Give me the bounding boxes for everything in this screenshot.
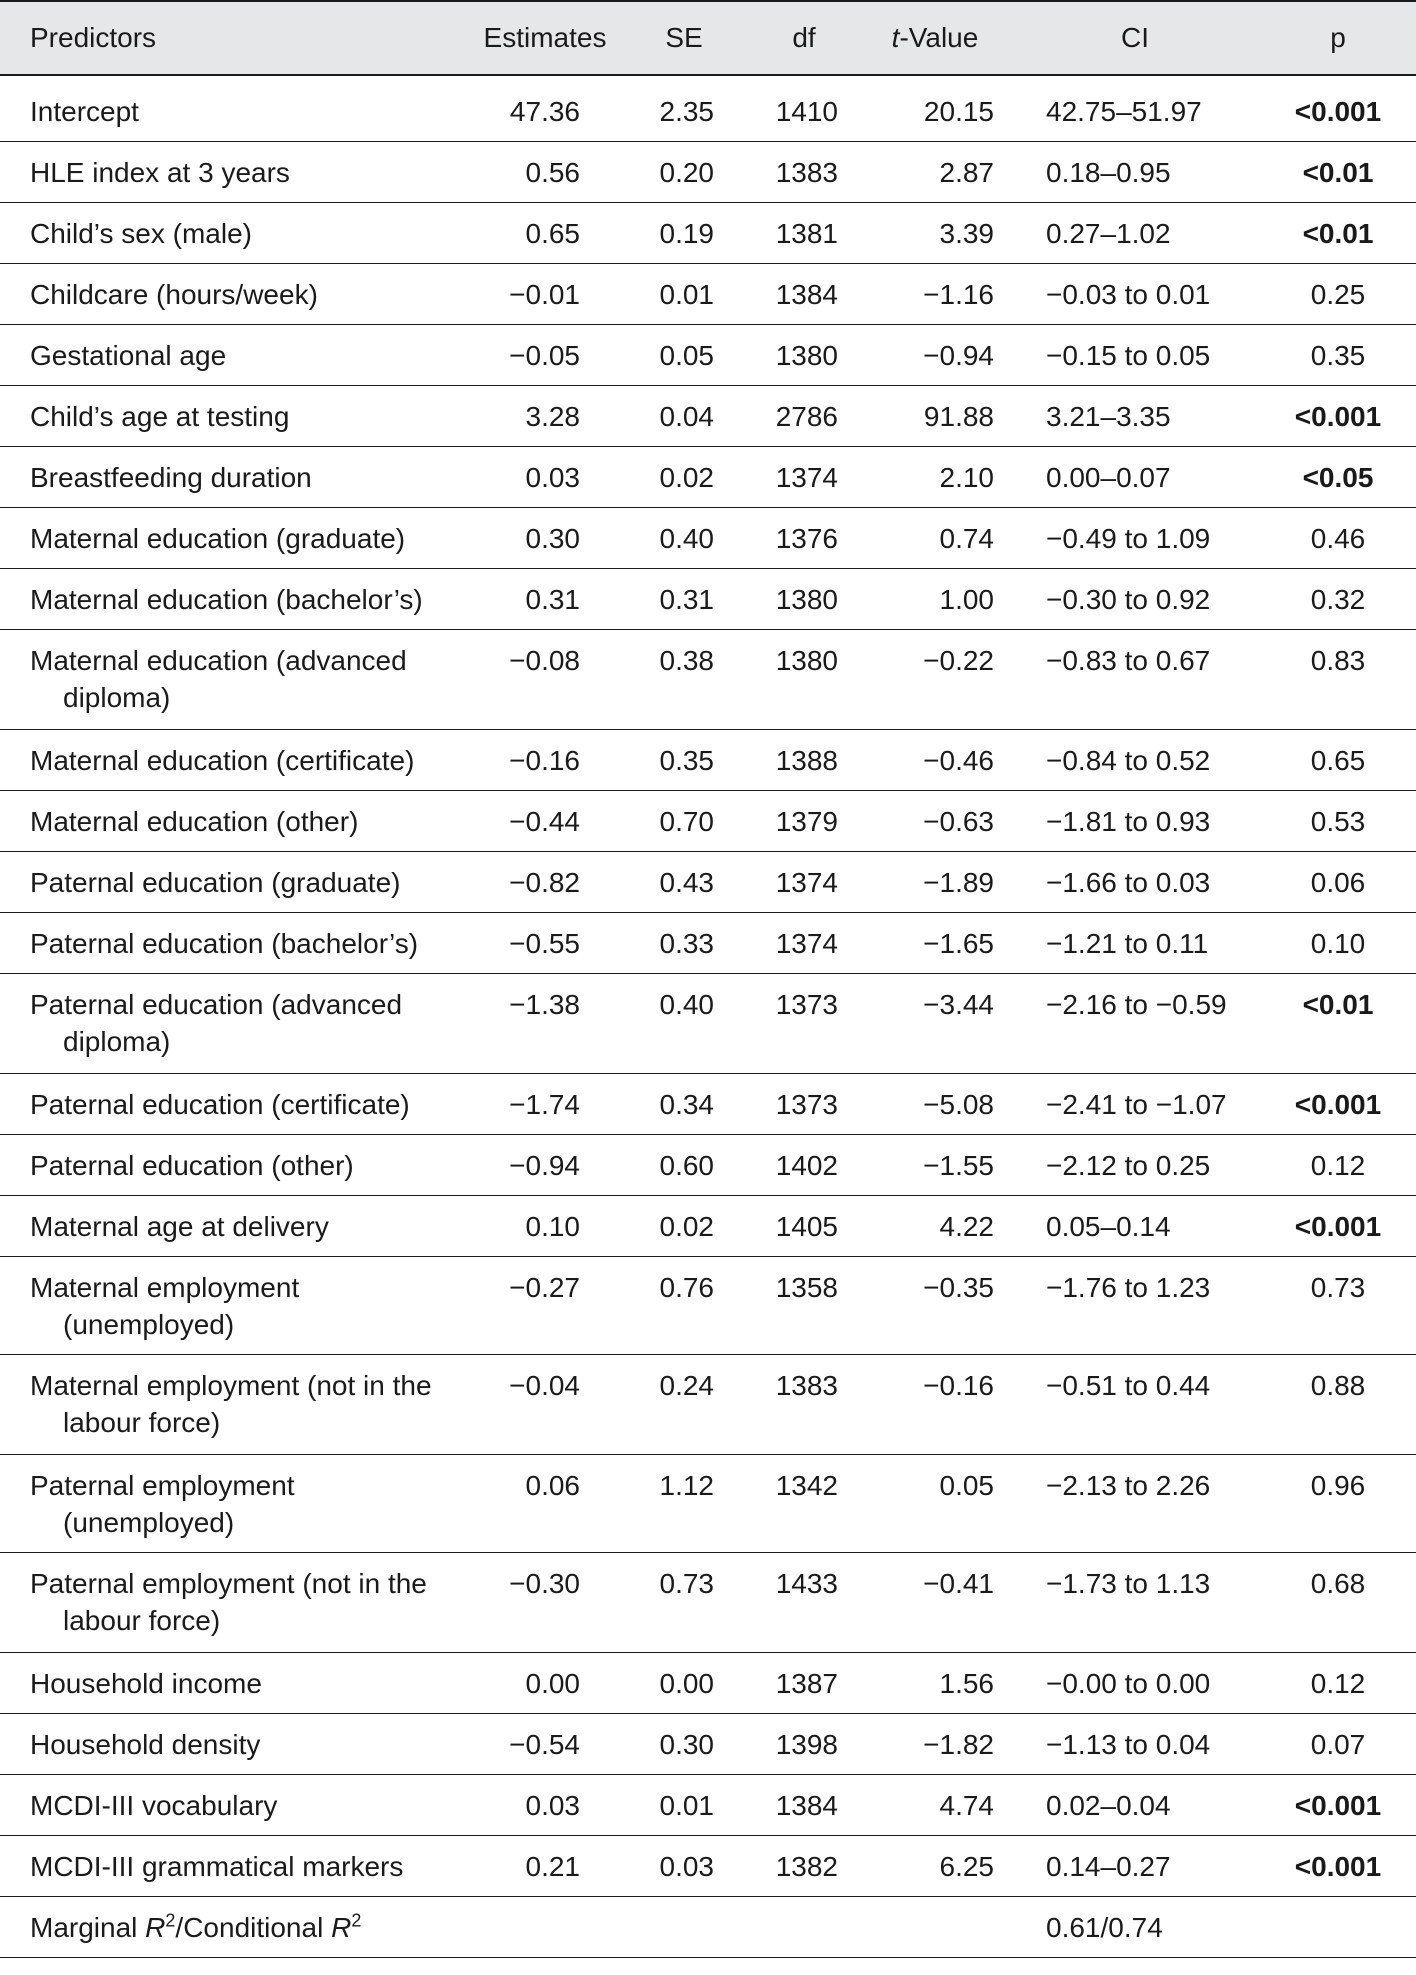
predictor-cell	[0, 1775, 470, 1836]
predictor-cell	[0, 508, 470, 569]
predictor-cell	[0, 1836, 470, 1897]
r-superscript-conditional: 2	[351, 1910, 362, 1931]
p-cell: 0.83	[1310, 645, 1366, 676]
df-cell: 1384	[775, 279, 838, 310]
predictor-cell	[0, 630, 470, 730]
p-cell: <0.01	[1302, 218, 1374, 249]
se-cell: 1.12	[659, 1470, 714, 1501]
se-cell: 0.24	[659, 1370, 714, 1401]
t-value-cell: 3.39	[939, 218, 994, 249]
estimate-cell: 0.06	[525, 1470, 580, 1501]
estimate-cell: 0.56	[525, 157, 580, 188]
predictor-label: Maternal education (certificate)	[30, 745, 415, 776]
t-value-cell: −3.44	[923, 989, 994, 1020]
predictor-cell	[0, 730, 470, 791]
predictor-cell	[0, 1553, 470, 1653]
table-row	[0, 264, 1416, 325]
df-cell: 1374	[775, 928, 838, 959]
header-p: p	[1260, 1, 1416, 75]
ci-cell: 0.02–0.04	[1046, 1790, 1171, 1821]
r-label-conditional: /Conditional	[175, 1912, 332, 1943]
df-cell: 1373	[775, 989, 838, 1020]
predictor-label: Maternal education (bachelor’s)	[30, 584, 423, 615]
se-cell: 0.01	[659, 279, 714, 310]
predictor-label: Maternal education (graduate)	[30, 523, 406, 554]
r-superscript-marginal: 2	[165, 1910, 176, 1931]
ci-cell: 3.21–3.35	[1046, 401, 1171, 432]
p-cell: <0.001	[1294, 1211, 1382, 1242]
se-cell: 0.01	[659, 1790, 714, 1821]
table-row	[0, 447, 1416, 508]
header-se: SE	[620, 1, 748, 75]
p-cell: 0.32	[1310, 584, 1366, 615]
ci-cell: −1.81 to 0.93	[1046, 806, 1211, 837]
se-cell: 0.20	[659, 157, 714, 188]
p-cell: <0.001	[1294, 96, 1382, 127]
footer-row	[0, 1897, 1416, 1958]
estimate-cell: −0.16	[509, 745, 580, 776]
predictor-cell	[0, 325, 470, 386]
ci-cell: −0.03 to 0.01	[1046, 279, 1211, 310]
predictor-cell	[0, 913, 470, 974]
t-value-cell: 6.25	[939, 1851, 994, 1882]
table-row	[0, 569, 1416, 630]
t-value-cell: 0.74	[939, 523, 994, 554]
df-cell: 1380	[775, 584, 838, 615]
se-cell: 0.40	[659, 523, 714, 554]
ci-cell: −0.49 to 1.09	[1046, 523, 1211, 554]
p-cell: <0.001	[1294, 1790, 1382, 1821]
table-row	[0, 1257, 1416, 1355]
se-cell: 0.19	[659, 218, 714, 249]
ci-cell: −1.21 to 0.11	[1046, 928, 1209, 959]
ci-cell: −0.83 to 0.67	[1046, 645, 1211, 676]
ci-cell: −2.12 to 0.25	[1046, 1150, 1211, 1181]
predictor-cell	[0, 1714, 470, 1775]
predictor-cell	[0, 386, 470, 447]
se-cell: 0.40	[659, 989, 714, 1020]
df-cell: 1382	[775, 1851, 838, 1882]
se-cell: 0.35	[659, 745, 714, 776]
ci-cell: −1.76 to 1.23	[1046, 1272, 1211, 1303]
se-cell: 0.34	[659, 1089, 714, 1120]
p-cell: 0.65	[1310, 745, 1366, 776]
p-cell: 0.12	[1310, 1150, 1366, 1181]
t-value-cell: −0.22	[923, 645, 994, 676]
predictor-cell	[0, 791, 470, 852]
p-cell: 0.07	[1310, 1729, 1366, 1760]
r-symbol-marginal: R	[145, 1912, 166, 1943]
ci-cell: 0.05–0.14	[1046, 1211, 1171, 1242]
header-estimates: Estimates	[470, 1, 620, 75]
estimate-cell: −0.27	[509, 1272, 580, 1303]
estimate-cell: −0.08	[509, 645, 580, 676]
ci-cell: 0.18–0.95	[1046, 157, 1171, 188]
ci-cell: −0.51 to 0.44	[1046, 1370, 1211, 1401]
df-cell: 1358	[775, 1272, 838, 1303]
r-label-marginal: Marginal	[30, 1912, 146, 1943]
table-row	[0, 1196, 1416, 1257]
df-cell: 1398	[775, 1729, 838, 1760]
header-df: df	[748, 1, 860, 75]
r-symbol-conditional: R	[331, 1912, 352, 1943]
p-cell: 0.68	[1310, 1568, 1366, 1599]
predictor-cell	[0, 852, 470, 913]
table-row	[0, 1714, 1416, 1775]
se-cell: 0.70	[659, 806, 714, 837]
se-cell: 0.38	[659, 645, 714, 676]
estimate-cell: −0.54	[509, 1729, 580, 1760]
predictor-cell	[0, 1196, 470, 1257]
predictor-label: Gestational age	[30, 340, 227, 371]
estimate-cell: −0.01	[509, 279, 580, 310]
df-cell: 1342	[775, 1470, 838, 1501]
header-predictors: Predictors	[0, 1, 470, 75]
estimate-cell: 0.03	[525, 1790, 580, 1821]
t-value-cell: 1.56	[939, 1668, 994, 1699]
predictor-label: Child’s sex (male)	[30, 218, 252, 249]
p-cell: 0.73	[1310, 1272, 1366, 1303]
se-cell: 0.02	[659, 462, 714, 493]
predictor-label: Maternal education (advanced diploma)	[30, 645, 407, 713]
df-cell: 1374	[775, 867, 838, 898]
t-value-cell: 4.22	[939, 1211, 994, 1242]
p-cell: 0.88	[1310, 1370, 1366, 1401]
se-cell: 0.30	[659, 1729, 714, 1760]
t-value-cell: −0.46	[923, 745, 994, 776]
df-cell: 1402	[775, 1150, 838, 1181]
t-value-cell: −1.89	[923, 867, 994, 898]
estimate-cell: 0.10	[525, 1211, 580, 1242]
predictor-cell	[0, 447, 470, 508]
header-t-italic: t	[891, 22, 900, 53]
t-value-cell: −0.63	[923, 806, 994, 837]
t-value-cell: −0.41	[923, 1568, 994, 1599]
p-cell: 0.96	[1310, 1470, 1366, 1501]
se-cell: 0.33	[659, 928, 714, 959]
t-value-cell: −5.08	[923, 1089, 994, 1120]
p-cell: 0.12	[1310, 1668, 1366, 1699]
table-row	[0, 142, 1416, 203]
t-value-cell: 4.74	[939, 1790, 994, 1821]
t-value-cell: 2.10	[939, 462, 994, 493]
df-cell: 1381	[775, 218, 838, 249]
ci-cell: −1.66 to 0.03	[1046, 867, 1211, 898]
estimate-cell: −0.04	[509, 1370, 580, 1401]
predictor-label: Breastfeeding duration	[30, 462, 312, 493]
t-value-cell: 20.15	[923, 96, 994, 127]
se-cell: 0.31	[659, 584, 714, 615]
predictor-label: MCDI-III vocabulary	[30, 1790, 278, 1821]
table-row	[0, 630, 1416, 730]
p-cell: <0.001	[1294, 401, 1382, 432]
se-cell: 0.76	[659, 1272, 714, 1303]
predictor-label: Household density	[30, 1729, 261, 1760]
t-value-cell: −1.65	[923, 928, 994, 959]
table-row	[0, 1074, 1416, 1135]
p-cell: 0.25	[1310, 279, 1366, 310]
ci-cell: −0.15 to 0.05	[1046, 340, 1211, 371]
ci-cell: 0.00–0.07	[1046, 462, 1171, 493]
predictor-cell	[0, 81, 470, 142]
estimate-cell: −0.55	[509, 928, 580, 959]
t-value-cell: −0.16	[923, 1370, 994, 1401]
predictor-label: HLE index at 3 years	[30, 157, 290, 188]
table-row	[0, 852, 1416, 913]
se-cell: 0.03	[659, 1851, 714, 1882]
header-row	[0, 1, 1416, 75]
ci-cell: −2.16 to −0.59	[1046, 989, 1227, 1020]
table-row	[0, 325, 1416, 386]
predictor-label: Intercept	[30, 96, 139, 127]
se-cell: 0.04	[659, 401, 714, 432]
estimate-cell: −0.05	[509, 340, 580, 371]
df-cell: 1373	[775, 1089, 838, 1120]
estimate-cell: 0.21	[525, 1851, 580, 1882]
se-cell: 2.35	[659, 96, 714, 127]
p-cell: 0.53	[1310, 806, 1366, 837]
predictor-label: Paternal employment (not in the labour force)	[30, 1568, 427, 1636]
p-cell: 0.10	[1310, 928, 1366, 959]
p-cell: 0.06	[1310, 867, 1366, 898]
table-row	[0, 1836, 1416, 1897]
table-row	[0, 1135, 1416, 1196]
table-row	[0, 508, 1416, 569]
df-cell: 1376	[775, 523, 838, 554]
se-cell: 0.00	[659, 1668, 714, 1699]
se-cell: 0.02	[659, 1211, 714, 1242]
predictor-label: Paternal education (advanced diploma)	[30, 989, 403, 1057]
table-row	[0, 1355, 1416, 1455]
estimate-cell: 0.65	[525, 218, 580, 249]
p-cell: <0.001	[1294, 1851, 1382, 1882]
estimate-cell: 0.03	[525, 462, 580, 493]
predictor-cell	[0, 1135, 470, 1196]
ci-cell: −1.13 to 0.04	[1046, 1729, 1211, 1760]
predictor-label: MCDI-III grammatical markers	[30, 1851, 404, 1882]
r-squared-label	[0, 1897, 1010, 1958]
ci-cell: 42.75–51.97	[1046, 96, 1202, 127]
ci-cell: 0.27–1.02	[1046, 218, 1171, 249]
estimate-cell: −0.82	[509, 867, 580, 898]
se-cell: 0.73	[659, 1568, 714, 1599]
estimate-cell: 0.31	[525, 584, 580, 615]
table-row	[0, 203, 1416, 264]
header-t-value	[860, 1, 1010, 75]
ci-cell: −0.00 to 0.00	[1046, 1668, 1211, 1699]
estimate-cell: 47.36	[509, 96, 580, 127]
predictor-cell	[0, 203, 470, 264]
se-cell: 0.43	[659, 867, 714, 898]
t-value-cell: −1.55	[923, 1150, 994, 1181]
predictor-label: Paternal education (other)	[30, 1150, 354, 1181]
t-value-cell: 0.05	[939, 1470, 994, 1501]
predictor-label: Paternal education (graduate)	[30, 867, 401, 898]
t-value-cell: −0.94	[923, 340, 994, 371]
df-cell: 1379	[775, 806, 838, 837]
df-cell: 1374	[775, 462, 838, 493]
ci-cell: −2.41 to −1.07	[1046, 1089, 1227, 1120]
predictor-label: Maternal employment (not in the labour force)	[30, 1370, 432, 1438]
predictor-label: Child’s age at testing	[30, 401, 290, 432]
table-row	[0, 1653, 1416, 1714]
df-cell: 1388	[775, 745, 838, 776]
se-cell: 0.60	[659, 1150, 714, 1181]
df-cell: 1410	[775, 96, 838, 127]
footer-empty-p	[1260, 1897, 1416, 1958]
ci-cell: −0.30 to 0.92	[1046, 584, 1211, 615]
table-row	[0, 1775, 1416, 1836]
ci-cell: −2.13 to 2.26	[1046, 1470, 1211, 1501]
table-header	[0, 1, 1416, 75]
predictor-label: Paternal employment (unemployed)	[30, 1470, 295, 1538]
estimate-cell: −0.44	[509, 806, 580, 837]
df-cell: 1383	[775, 1370, 838, 1401]
predictor-label: Maternal education (other)	[30, 806, 359, 837]
df-cell: 1380	[775, 340, 838, 371]
ci-cell: 0.14–0.27	[1046, 1851, 1171, 1882]
predictor-cell	[0, 1355, 470, 1455]
predictor-cell	[0, 1653, 470, 1714]
estimate-cell: −1.38	[509, 989, 580, 1020]
estimate-cell: 0.30	[525, 523, 580, 554]
predictor-cell	[0, 974, 470, 1074]
estimate-cell: −0.30	[509, 1568, 580, 1599]
table-row	[0, 974, 1416, 1074]
header-t-rest: -Value	[899, 22, 979, 53]
table-row	[0, 1455, 1416, 1553]
p-cell: <0.01	[1302, 989, 1374, 1020]
predictor-label: Paternal education (certificate)	[30, 1089, 410, 1120]
ci-cell: −0.84 to 0.52	[1046, 745, 1211, 776]
t-value-cell: −1.82	[923, 1729, 994, 1760]
df-cell: 1405	[775, 1211, 838, 1242]
t-value-cell: 91.88	[923, 401, 994, 432]
predictor-cell	[0, 1455, 470, 1553]
estimate-cell: 3.28	[525, 401, 580, 432]
t-value-cell: 1.00	[939, 584, 994, 615]
predictor-label: Childcare (hours/week)	[30, 279, 318, 310]
estimate-cell: −1.74	[509, 1089, 580, 1120]
estimate-cell: −0.94	[509, 1150, 580, 1181]
predictor-cell	[0, 142, 470, 203]
estimate-cell: 0.00	[525, 1668, 580, 1699]
p-cell: 0.35	[1310, 340, 1366, 371]
df-cell: 1433	[775, 1568, 838, 1599]
predictor-cell	[0, 1074, 470, 1135]
r-squared-value: 0.61/0.74	[1046, 1912, 1163, 1943]
p-cell: 0.46	[1310, 523, 1366, 554]
table-body	[0, 75, 1416, 1958]
se-cell: 0.05	[659, 340, 714, 371]
predictor-cell	[0, 569, 470, 630]
table-row	[0, 730, 1416, 791]
t-value-cell: −1.16	[923, 279, 994, 310]
p-cell: <0.05	[1302, 462, 1374, 493]
table-row	[0, 81, 1416, 142]
predictor-label: Maternal employment (unemployed)	[30, 1272, 300, 1340]
t-value-cell: 2.87	[939, 157, 994, 188]
predictor-label: Household income	[30, 1668, 262, 1699]
header-ci: CI	[1010, 1, 1260, 75]
table-row	[0, 913, 1416, 974]
p-cell: <0.01	[1302, 157, 1374, 188]
df-cell: 1384	[775, 1790, 838, 1821]
ci-cell: −1.73 to 1.13	[1046, 1568, 1211, 1599]
predictor-label: Paternal education (bachelor’s)	[30, 928, 419, 959]
t-value-cell: −0.35	[923, 1272, 994, 1303]
table-row	[0, 791, 1416, 852]
predictor-cell	[0, 264, 470, 325]
df-cell: 1380	[775, 645, 838, 676]
table-row	[0, 1553, 1416, 1653]
predictor-cell	[0, 1257, 470, 1355]
table-row	[0, 386, 1416, 447]
df-cell: 1383	[775, 157, 838, 188]
p-cell: <0.001	[1294, 1089, 1382, 1120]
df-cell: 1387	[775, 1668, 838, 1699]
df-cell: 2786	[775, 401, 838, 432]
predictor-label: Maternal age at delivery	[30, 1211, 329, 1242]
